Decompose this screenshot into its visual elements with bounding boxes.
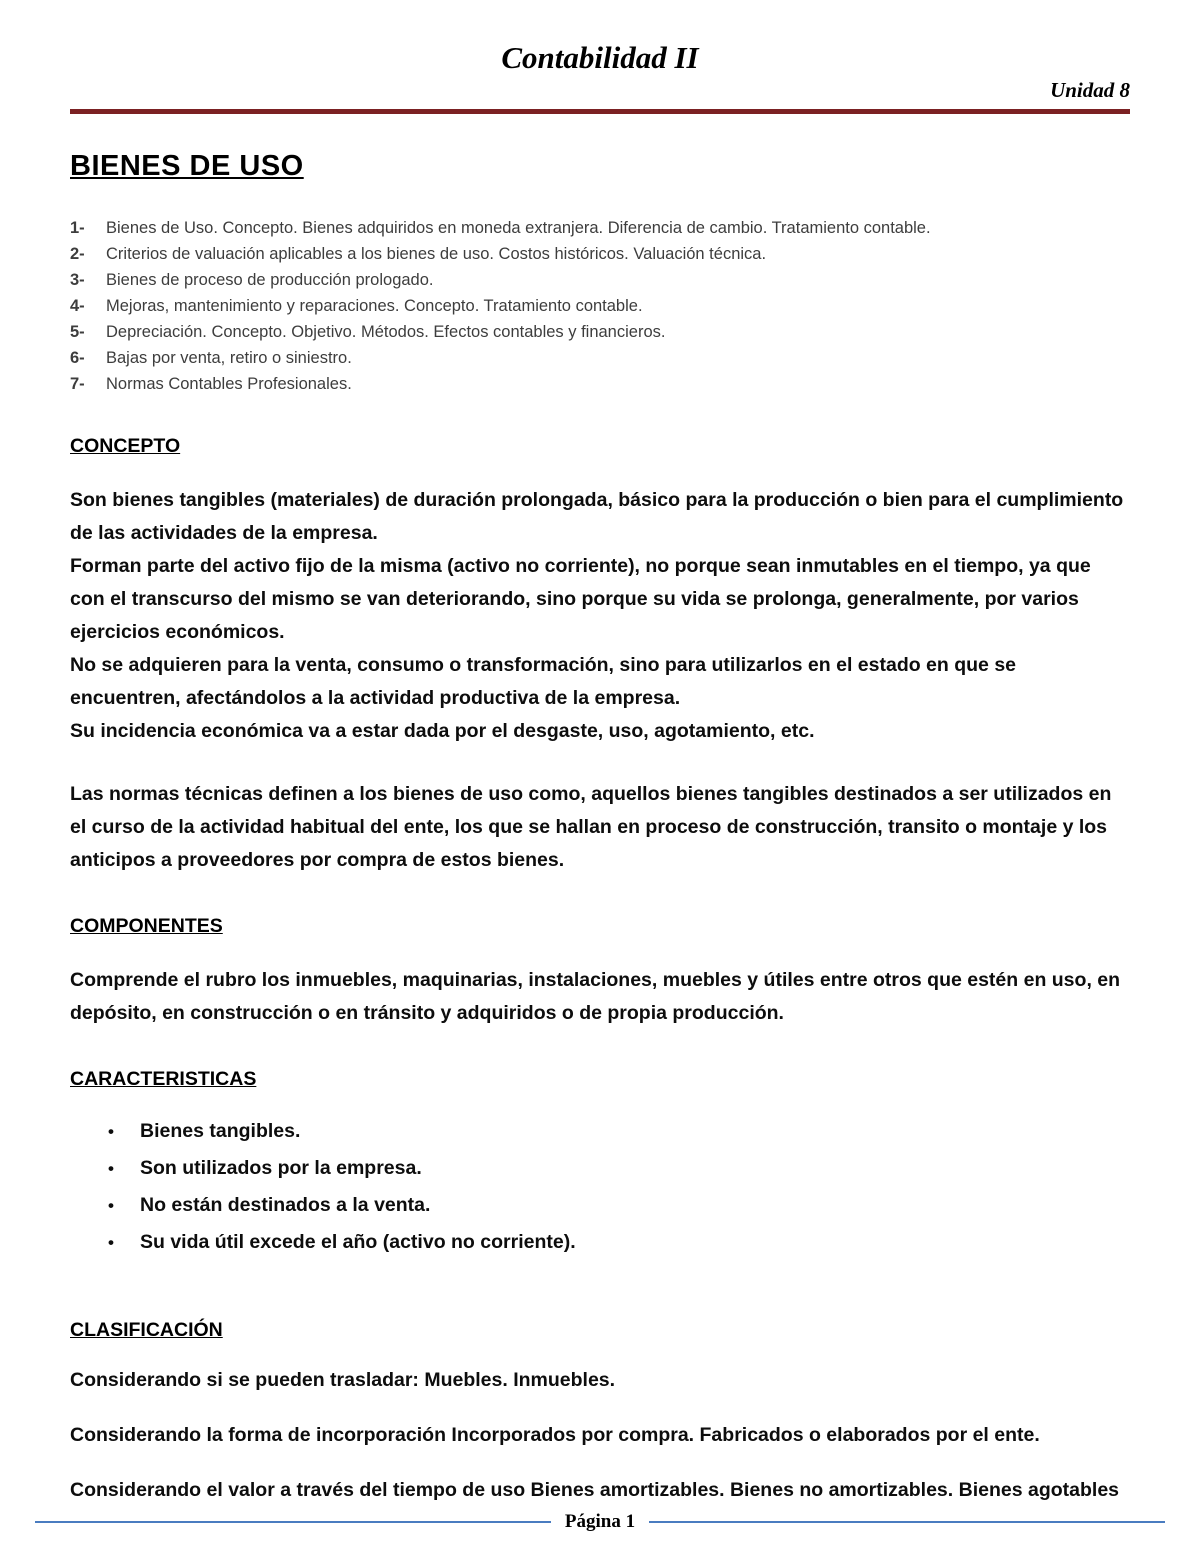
bullet-text: Su vida útil excede el año (activo no corriente). [140,1231,576,1253]
list-item [70,293,1130,319]
bullet-icon: • [108,1233,114,1252]
item-number: 5- [70,323,85,341]
list-item [70,345,1130,371]
bullet-list [70,1113,1130,1261]
item-number: 2- [70,245,85,263]
classification-paragraph [70,1419,1130,1452]
bullet-icon: • [108,1122,114,1141]
section-heading-clasificacion: CLASIFICACIÓN [70,1319,223,1341]
footer-line-left [35,1521,551,1523]
paragraph: Comprende el rubro los inmuebles, maquinarias, instalaciones, muebles y útiles entre otros que estén en uso, en depósito, en construcción o en tránsito y adquiridos o de propia producción. [70,969,1121,1024]
list-item [70,215,1130,241]
item-text: Bajas por venta, retiro o siniestro. [106,349,352,367]
bullet-text: Son utilizados por la empresa. [140,1157,422,1179]
classification-rest: Muebles. Inmuebles. [418,1369,616,1391]
page-subtitle: Unidad 8 [1050,78,1130,102]
list-item [70,241,1130,267]
main-heading: BIENES DE USO [70,150,304,182]
bullet-text: No están destinados a la venta. [140,1194,431,1216]
item-text: Depreciación. Concepto. Objetivo. Métodos. Efectos contables y financieros. [106,323,666,341]
paragraph: No se adquieren para la venta, consumo o transformación, sino para utilizarlos en el estado en que se encuentren, afectándolos a la actividad productiva de la empresa. [70,654,1017,709]
classification-lead: Considerando la forma de incorporación [70,1424,446,1446]
item-number: 1- [70,219,85,237]
list-item [70,371,1130,397]
bullet-item [70,1113,1130,1150]
bullet-item [70,1150,1130,1187]
agenda-list [70,215,1130,397]
bullet-icon: • [108,1196,114,1215]
list-item [70,319,1130,345]
paragraph: Su incidencia económica va a estar dada por el desgaste, uso, agotamiento, etc. [70,720,815,742]
section-heading-caracteristicas: CARACTERISTICAS [70,1068,257,1090]
paragraph: Las normas técnicas definen a los bienes de uso como, aquellos bienes tangibles destinados a ser utilizados en el curso de la actividad habitual del ente, los que se hallan en proceso de construcción, transito o montaje y los anticipos a proveedores por compra de estos bienes. [70,783,1112,871]
classification-lead: Considerando el valor a través del tiempo de uso [70,1479,526,1501]
bullet-icon: • [108,1159,114,1178]
classification-paragraph [70,1364,1130,1397]
item-text: Bienes de proceso de producción prologado. [106,271,434,289]
section-heading-componentes: COMPONENTES [70,915,223,937]
classification-paragraph [70,1474,1130,1507]
item-text: Mejoras, mantenimiento y reparaciones. Concepto. Tratamiento contable. [106,297,643,315]
page-title: Contabilidad II [501,40,699,75]
bullet-item [70,1224,1130,1261]
page-number: Página 1 [564,1511,636,1532]
item-text: Normas Contables Profesionales. [106,375,352,393]
item-text: Bienes de Uso. Concepto. Bienes adquiridos en moneda extranjera. Diferencia de cambio. Tratamiento contable. [106,219,931,237]
item-number: 3- [70,271,85,289]
footer-line-right [649,1521,1165,1523]
paragraph: Forman parte del activo fijo de la misma (activo no corriente), no porque sean inmutables en el tiempo, ya que con el transcurso del mismo se van deteriorando, sino porque su vida se prolonga, generalmente, por varios ejercicios económicos. [70,555,1091,643]
footer [35,1511,1165,1533]
item-number: 6- [70,349,85,367]
paragraph: Son bienes tangibles (materiales) de duración prolongada, básico para la producción o bien para el cumplimiento de las actividades de la empresa. [70,489,1124,544]
classification-lead: Considerando si se pueden trasladar: [70,1369,419,1391]
bullet-item [70,1187,1130,1224]
item-text: Criterios de valuación aplicables a los bienes de uso. Costos históricos. Valuación técnica. [106,245,767,263]
item-number: 4- [70,297,85,315]
classification-rest: Bienes amortizables. Bienes no amortizables. Bienes agotables [525,1479,1120,1501]
section-heading-concepto: CONCEPTO [70,435,181,457]
item-number: 7- [70,375,85,393]
header-rule [70,109,1130,114]
classification-rest: Incorporados por compra. Fabricados o elaborados por el ente. [445,1424,1040,1446]
bullet-text: Bienes tangibles. [140,1120,301,1142]
list-item [70,267,1130,293]
